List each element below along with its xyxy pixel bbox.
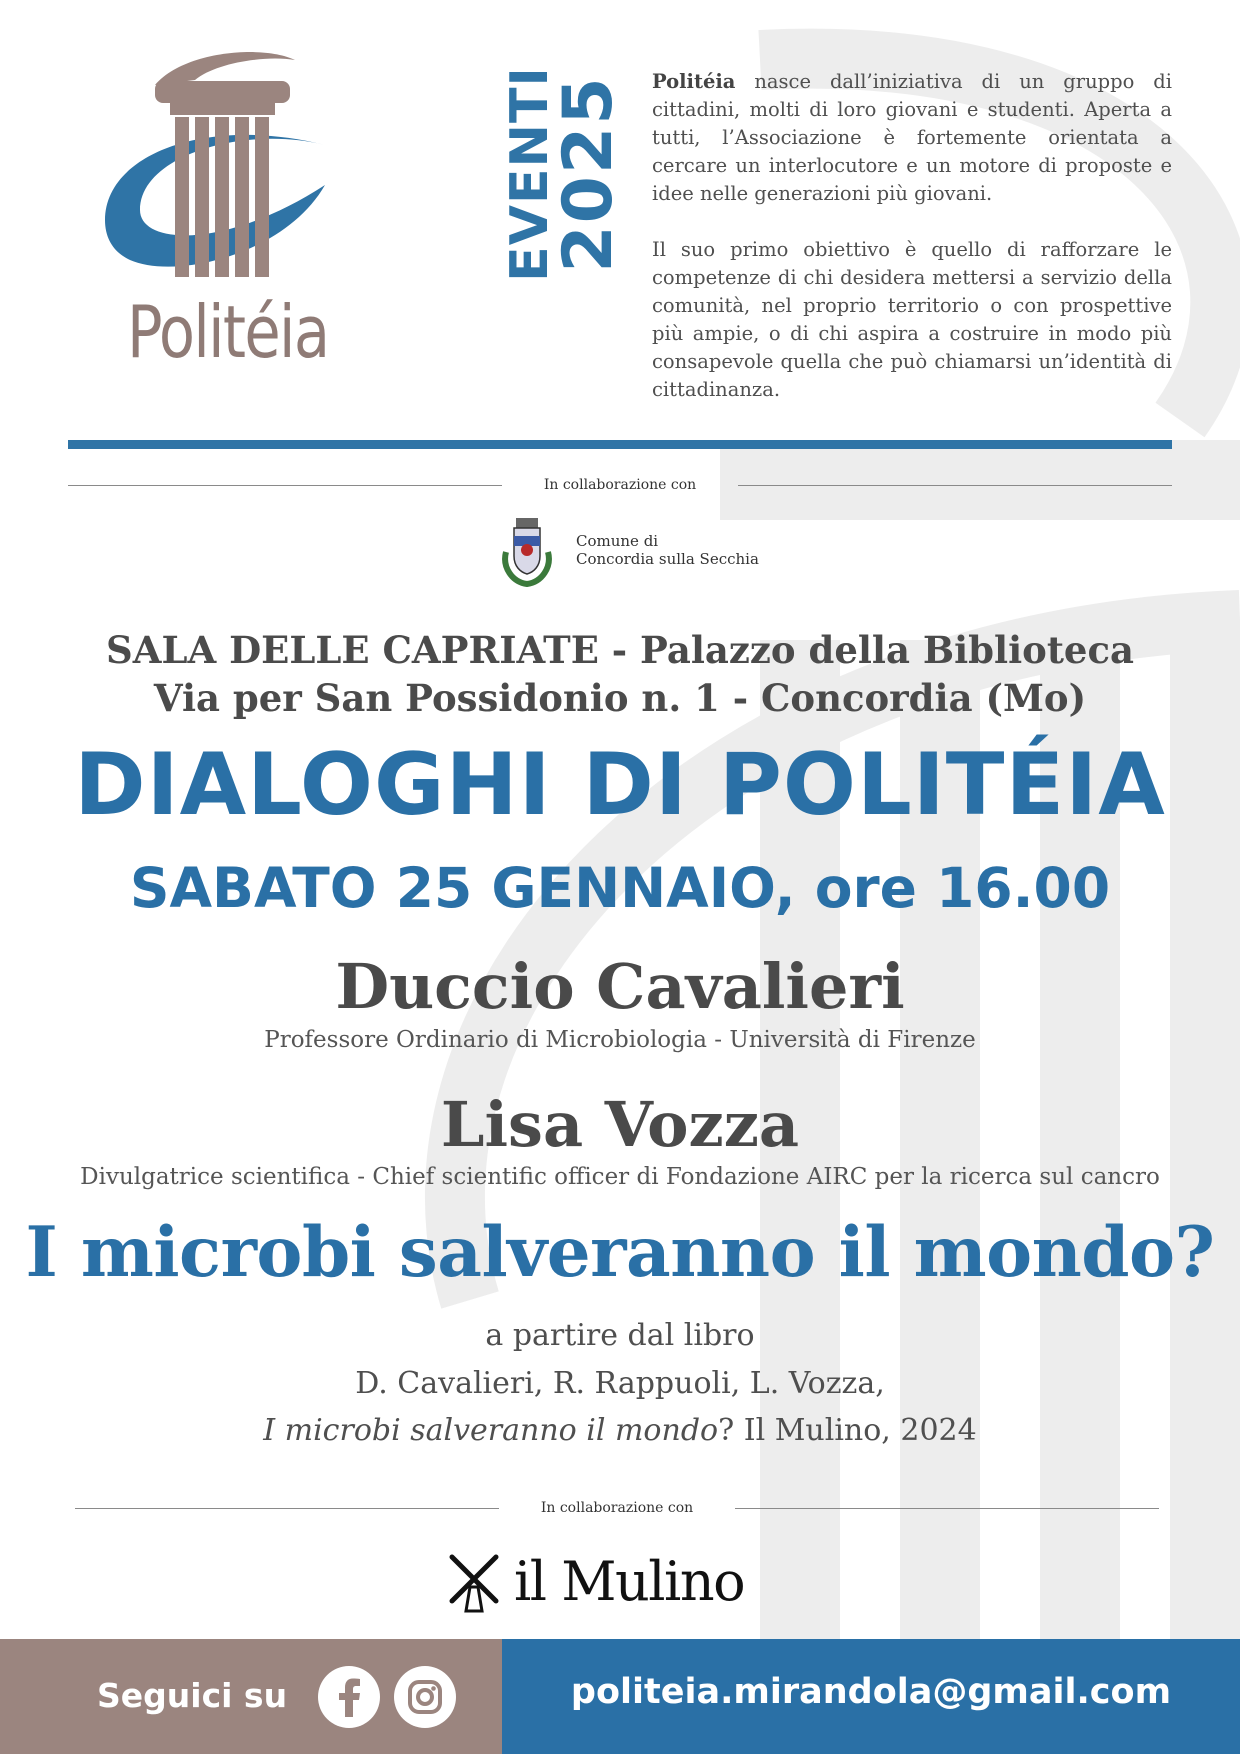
comune-line-2: Concordia sulla Secchia bbox=[576, 550, 759, 568]
speaker-name-2: Lisa Vozza bbox=[440, 1088, 800, 1161]
facebook-link[interactable] bbox=[318, 1666, 380, 1728]
divider-line bbox=[68, 485, 502, 486]
logo-wordmark: Politéia bbox=[127, 290, 329, 374]
intro-text bbox=[652, 68, 1172, 432]
intro-p1-rest: nasce dall’iniziativa di un gruppo di cittadini, molti di loro giovani e studenti. Aperta a tutti, l’Associazione è fortemente orientata a cercare un interlocutore e un motore di proposte e idee nelle generazioni più giovani. bbox=[652, 70, 1172, 205]
event-question-title: I microbi salveranno il mondo? bbox=[25, 1212, 1215, 1293]
divider-line bbox=[738, 485, 1172, 486]
venue-line-1: SALA DELLE CAPRIATE - Palazzo della Biblioteca bbox=[106, 628, 1134, 672]
comune-line-1: Comune di bbox=[576, 532, 659, 550]
collaboration-label-2: In collaborazione con bbox=[540, 1500, 694, 1516]
header-divider bbox=[68, 440, 1172, 449]
publisher-name: il Mulino bbox=[514, 1550, 745, 1613]
venue-line-2: Via per San Possidonio n. 1 - Concordia (Mo) bbox=[153, 676, 1087, 720]
speaker-role-2: Divulgatrice scientifica - Chief scientific officer di Fondazione AIRC per la ricerca sul cancro bbox=[80, 1164, 1160, 1190]
instagram-link[interactable] bbox=[394, 1666, 456, 1728]
eventi-2025-badge bbox=[500, 58, 628, 290]
book-publisher-year: ? Il Mulino, 2024 bbox=[718, 1413, 977, 1448]
book-reference bbox=[0, 1413, 1240, 1448]
collaboration-label-1: In collaborazione con bbox=[543, 477, 697, 493]
book-intro: a partire dal libro bbox=[485, 1318, 755, 1353]
follow-label: Seguici su bbox=[97, 1676, 288, 1715]
intro-paragraph-1 bbox=[652, 68, 1172, 208]
comune-partner bbox=[498, 512, 759, 588]
book-title: I microbi salveranno il mondo bbox=[263, 1413, 719, 1448]
speaker-name-1: Duccio Cavalieri bbox=[335, 950, 905, 1023]
eventi-year: 2025 bbox=[549, 75, 628, 273]
comune-crest-icon bbox=[498, 512, 556, 588]
windmill-icon bbox=[446, 1551, 502, 1613]
series-title: DIALOGHI DI POLITÉIA bbox=[74, 735, 1166, 835]
instagram-icon bbox=[407, 1679, 443, 1715]
speaker-role-1: Professore Ordinario di Microbiologia - Università di Firenze bbox=[264, 1027, 976, 1053]
divider-line bbox=[735, 1508, 1159, 1509]
collaboration-divider-2 bbox=[75, 1498, 1159, 1518]
intro-bold: Politéia bbox=[652, 70, 736, 93]
eventi-word: EVENTI bbox=[500, 66, 560, 282]
event-date: SABATO 25 GENNAIO, ore 16.00 bbox=[129, 856, 1111, 920]
facebook-icon bbox=[332, 1677, 366, 1717]
book-authors: D. Cavalieri, R. Rappuoli, L. Vozza, bbox=[355, 1366, 885, 1401]
contact-email-link[interactable]: politeia.mirandola@gmail.com bbox=[570, 1672, 1172, 1712]
intro-paragraph-2: Il suo primo obiettivo è quello di rafforzare le competenze di chi desidera mettersi a servizio della comunità, nel proprio territorio o con prospettive più ampie, o di chi aspira a costruire in modo più consapevole quella che può chiamarsi un’identità di cittadinanza. bbox=[652, 238, 1172, 401]
divider-line bbox=[75, 1508, 499, 1509]
collaboration-divider-1 bbox=[68, 475, 1172, 495]
il-mulino-logo bbox=[446, 1550, 744, 1613]
